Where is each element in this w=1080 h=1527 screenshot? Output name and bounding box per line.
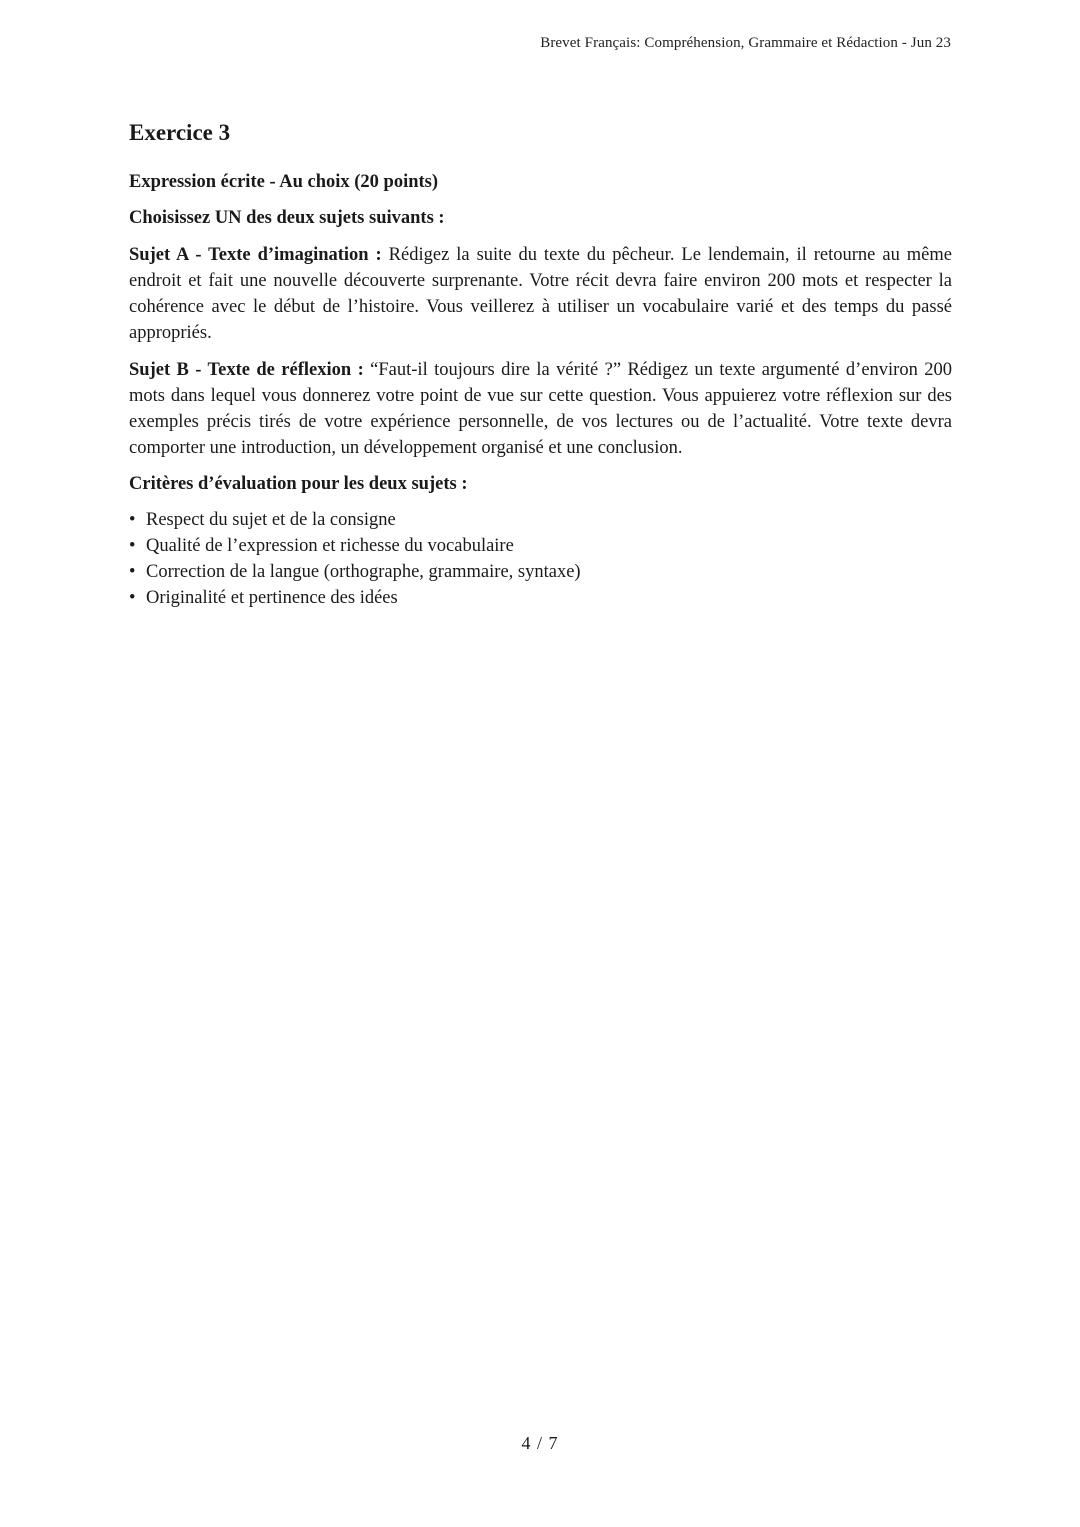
exercise-instruction: Choisissez UN des deux sujets suivants : xyxy=(129,207,445,228)
criteria-heading: Critères d’évaluation pour les deux sujets : xyxy=(129,473,468,494)
subject-b-paragraph xyxy=(129,357,952,461)
list-item xyxy=(129,533,952,559)
exercise-content xyxy=(129,118,952,611)
page-number: 4 / 7 xyxy=(521,1433,559,1453)
bullet-icon: • xyxy=(129,587,136,608)
criteria-item-text: Correction de la langue (orthographe, grammaire, syntaxe) xyxy=(146,561,581,582)
running-header: Brevet Français: Compréhension, Grammaire et Rédaction - Jun 23 xyxy=(540,35,951,51)
subject-b-text: “Faut-il toujours dire la vérité ?” Rédigez un texte argumenté d’environ 200 mots dans lequel vous donnerez votre point de vue sur cette question. Vous appuierez votre réflexion sur des exemples précis tirés de votre expérience personnelle, de vos lectures ou de l’actualité. Votre texte devra comporter une introduction, un développement organisé et une conclusion. xyxy=(129,359,952,458)
exercise-title: Exercice 3 xyxy=(129,120,231,145)
list-item xyxy=(129,507,952,533)
bullet-icon: • xyxy=(129,561,136,582)
criteria-item-text: Qualité de l’expression et richesse du vocabulaire xyxy=(146,535,514,556)
subject-a-label: Sujet A - Texte d’imagination : xyxy=(129,244,382,265)
subject-a-text: Rédigez la suite du texte du pêcheur. Le lendemain, il retourne au même endroit et fait une nouvelle découverte surprenante. Votre récit devra faire environ 200 mots et respecter la cohérence avec le début de l’histoire. Vous veillerez à utiliser un vocabulaire varié et des temps du passé appropriés. xyxy=(129,244,952,343)
criteria-item-text: Originalité et pertinence des idées xyxy=(146,587,398,608)
criteria-item-text: Respect du sujet et de la consigne xyxy=(146,509,396,530)
list-item xyxy=(129,585,952,611)
exercise-subtitle: Expression écrite - Au choix (20 points) xyxy=(129,171,439,192)
bullet-icon: • xyxy=(129,509,136,530)
subject-a-paragraph xyxy=(129,242,952,346)
bullet-icon: • xyxy=(129,535,136,556)
criteria-list xyxy=(129,507,952,611)
list-item xyxy=(129,559,952,585)
subject-b-label: Sujet B - Texte de réflexion : xyxy=(129,359,364,380)
